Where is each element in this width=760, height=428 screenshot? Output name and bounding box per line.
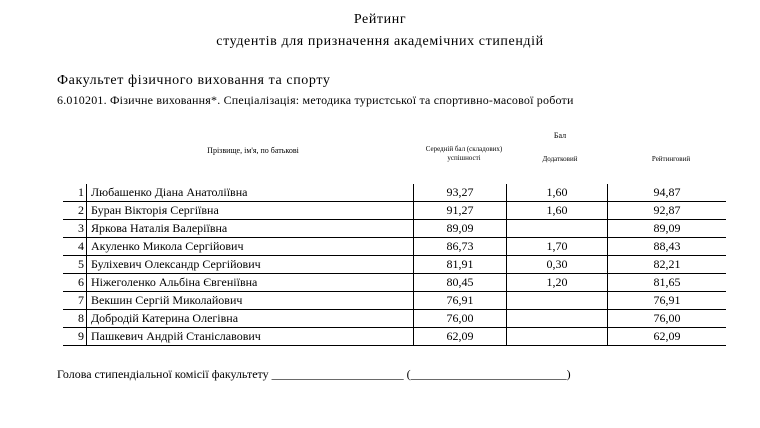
average-score: 86,73	[414, 238, 507, 256]
specialty-line: 6.010201. Фізичне виховання*. Спеціалізація: методика туристської та спортивно-масової роботи	[57, 93, 574, 107]
rating-score: 92,87	[608, 202, 727, 220]
average-score: 62,09	[414, 328, 507, 346]
average-score: 76,00	[414, 310, 507, 328]
table-row	[63, 202, 726, 220]
average-score: 93,27	[414, 184, 507, 202]
table-row	[63, 274, 726, 292]
rating-score: 89,09	[608, 220, 727, 238]
additional-score: 1,60	[507, 184, 608, 202]
rating-score: 62,09	[608, 328, 727, 346]
average-score: 80,45	[414, 274, 507, 292]
table-row	[63, 184, 726, 202]
additional-score: 0,30	[507, 256, 608, 274]
row-number: 7	[63, 292, 87, 310]
additional-score: 1,20	[507, 274, 608, 292]
student-name: Яркова Наталія Валеріївна	[87, 220, 414, 238]
document-subtitle: студентів для призначення академічних стипендій	[216, 34, 544, 49]
header-average: Середній бал (складових) успішності	[425, 145, 503, 162]
document-title: Рейтинг	[353, 12, 407, 27]
row-number: 4	[63, 238, 87, 256]
student-name: Векшин Сергій Миколайович	[87, 292, 414, 310]
header-name: Прізвище, ім'я, по батькові	[207, 146, 299, 155]
row-number: 3	[63, 220, 87, 238]
row-number: 1	[63, 184, 87, 202]
student-name: Пашкевич Андрій Станіславович	[87, 328, 414, 346]
row-number: 2	[63, 202, 87, 220]
table-row	[63, 256, 726, 274]
average-score: 81,91	[414, 256, 507, 274]
table-row	[63, 292, 726, 310]
student-name: Любашенко Діана Анатоліївна	[87, 184, 414, 202]
header-additional: Додатковий	[542, 155, 578, 163]
rating-score: 76,91	[608, 292, 727, 310]
row-number: 6	[63, 274, 87, 292]
rating-score: 76,00	[608, 310, 727, 328]
student-name: Буран Вікторія Сергіївна	[87, 202, 414, 220]
header-bal: Бал	[553, 131, 567, 140]
table-row	[63, 328, 726, 346]
row-number: 9	[63, 328, 87, 346]
student-name: Ніжеголенко Альбіна Євгеніївна	[87, 274, 414, 292]
table-row	[63, 310, 726, 328]
table-row	[63, 220, 726, 238]
table-row	[63, 238, 726, 256]
student-name: Добродій Катерина Олегівна	[87, 310, 414, 328]
row-number: 8	[63, 310, 87, 328]
additional-score	[507, 328, 608, 346]
additional-score	[507, 310, 608, 328]
average-score: 91,27	[414, 202, 507, 220]
row-number: 5	[63, 256, 87, 274]
additional-score: 1,70	[507, 238, 608, 256]
rating-score: 81,65	[608, 274, 727, 292]
committee-signature-line: Голова стипендіальної комісії факультету ______________________ (__________________________)	[57, 367, 571, 381]
additional-score	[507, 292, 608, 310]
rating-score: 88,43	[608, 238, 727, 256]
average-score: 76,91	[414, 292, 507, 310]
faculty-line: Факультет фізичного виховання та спорту	[57, 73, 331, 88]
rating-score: 94,87	[608, 184, 727, 202]
rating-score: 82,21	[608, 256, 727, 274]
student-name: Буліхевич Олександр Сергійович	[87, 256, 414, 274]
additional-score: 1,60	[507, 202, 608, 220]
student-name: Акуленко Микола Сергійович	[87, 238, 414, 256]
rating-table	[63, 184, 726, 346]
average-score: 89,09	[414, 220, 507, 238]
header-rating: Рейтинговий	[651, 155, 691, 163]
additional-score	[507, 220, 608, 238]
